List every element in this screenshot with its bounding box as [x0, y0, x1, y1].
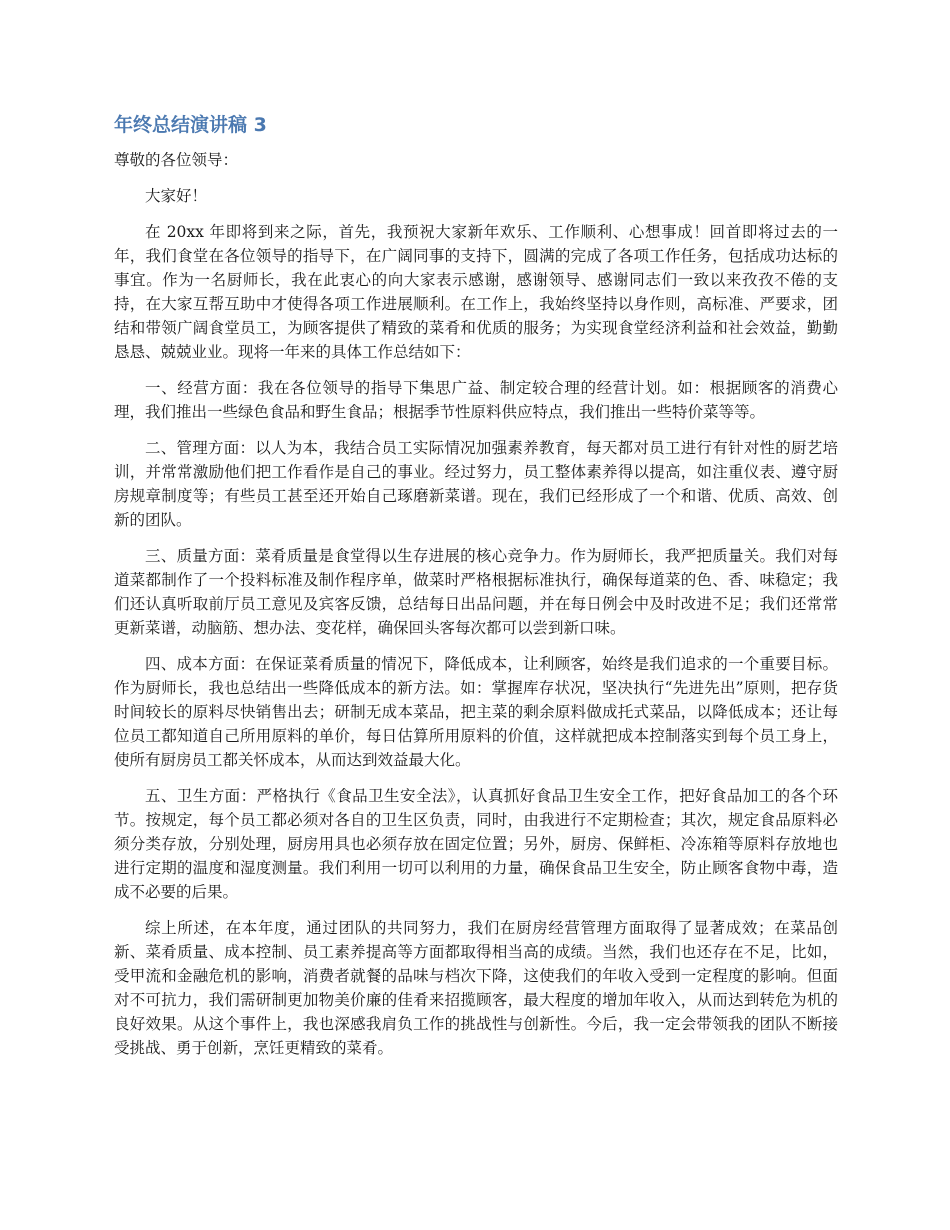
paragraph-operations: 一、经营方面：我在各位领导的指导下集思广益、制定较合理的经营计划。如：根据顾客的消费心理，我们推出一些绿色食品和野生食品；根据季节性原料供应特点，我们推出一些特价菜等等。	[114, 379, 838, 421]
document-title: 年终总结演讲稿 3	[114, 114, 267, 136]
paragraph-quality: 三、质量方面：菜肴质量是食堂得以生存进展的核心竞争力。作为厨师长，我严把质量关。我们对每道菜都制作了一个投料标准及制作程序单，做菜时严格根据标准执行，确保每道菜的色、香、味稳定；我们还认真听取前厅员工意见及宾客反馈，总结每日出品问题，并在每日例会中及时改进不足；我们还常常更新菜谱，动脑筋、想办法、变花样，确保回头客每次都可以尝到新口味。	[114, 547, 838, 637]
paragraph-cost: 四、成本方面：在保证菜肴质量的情况下，降低成本，让利顾客，始终是我们追求的一个重要目标。作为厨师长，我也总结出一些降低成本的新方法。如：掌握库存状况，坚决执行“先进先出”原则，把存货时间较长的原料尽快销售出去；研制无成本菜品，把主菜的剩余原料做成托式菜品，以降低成本；还让每位员工都知道自己所用原料的单价，每日估算所用原料的价值，这样就把成本控制落实到每个员工身上，使所有厨房员工都关怀成本，从而达到效益最大化。	[114, 655, 838, 769]
paragraph-management: 二、管理方面：以人为本，我结合员工实际情况加强素养教育，每天都对员工进行有针对性的厨艺培训，并常常激励他们把工作看作是自己的事业。经过努力，员工整体素养得以提高，如注重仪表、遵守厨房规章制度等；有些员工甚至还开始自己琢磨新菜谱。现在，我们已经形成了一个和谐、优质、高效、创新的团队。	[114, 439, 838, 529]
greeting: 大家好！	[145, 187, 208, 205]
salutation: 尊敬的各位领导：	[114, 151, 239, 169]
document-page	[114, 110, 838, 1072]
paragraph-intro: 在 20xx 年即将到来之际，首先，我预祝大家新年欢乐、工作顺利、心想事成！回首即将过去的一年，我们食堂在各位领导的指导下，在广阔同事的支持下，圆满的完成了各项工作任务，包括成功达标的事宜。作为一名厨师长，我在此衷心的向大家表示感谢，感谢领导、感谢同志们一致以来孜孜不倦的支持，在大家互帮互助中才使得各项工作进展顺利。在工作上，我始终坚持以身作则，高标准、严要求，团结和带领广阔食堂员工，为顾客提供了精致的菜肴和优质的服务；为实现食堂经济利益和社会效益，勤勤恳恳、兢兢业业。现将一年来的具体工作总结如下：	[114, 223, 838, 361]
paragraph-summary: 综上所述，在本年度，通过团队的共同努力，我们在厨房经营管理方面取得了显著成效；在菜品创新、菜肴质量、成本控制、员工素养提高等方面都取得相当高的成绩。当然，我们也还存在不足，比如，受甲流和金融危机的影响，消费者就餐的品味与档次下降，这使我们的年收入受到一定程度的影响。但面对不可抗力，我们需研制更加物美价廉的佳肴来招揽顾客，最大程度的增加年收入，从而达到转危为机的良好效果。从这个事件上，我也深感我肩负工作的挑战性与创新性。今后，我一定会带领我的团队不断接受挑战、勇于创新，烹饪更精致的菜肴。	[114, 919, 838, 1057]
paragraph-hygiene: 五、卫生方面：严格执行《食品卫生安全法》，认真抓好食品卫生安全工作，把好食品加工的各个环节。按规定，每个员工都必须对各自的卫生区负责，同时，由我进行不定期检查；其次，规定食品原料必须分类存放，分别处理，厨房用具也必须存放在固定位置；另外，厨房、保鲜柜、冷冻箱等原料存放地也进行定期的温度和湿度测量。我们利用一切可以利用的力量，确保食品卫生安全，防止顾客食物中毒，造成不必要的后果。	[114, 787, 838, 901]
